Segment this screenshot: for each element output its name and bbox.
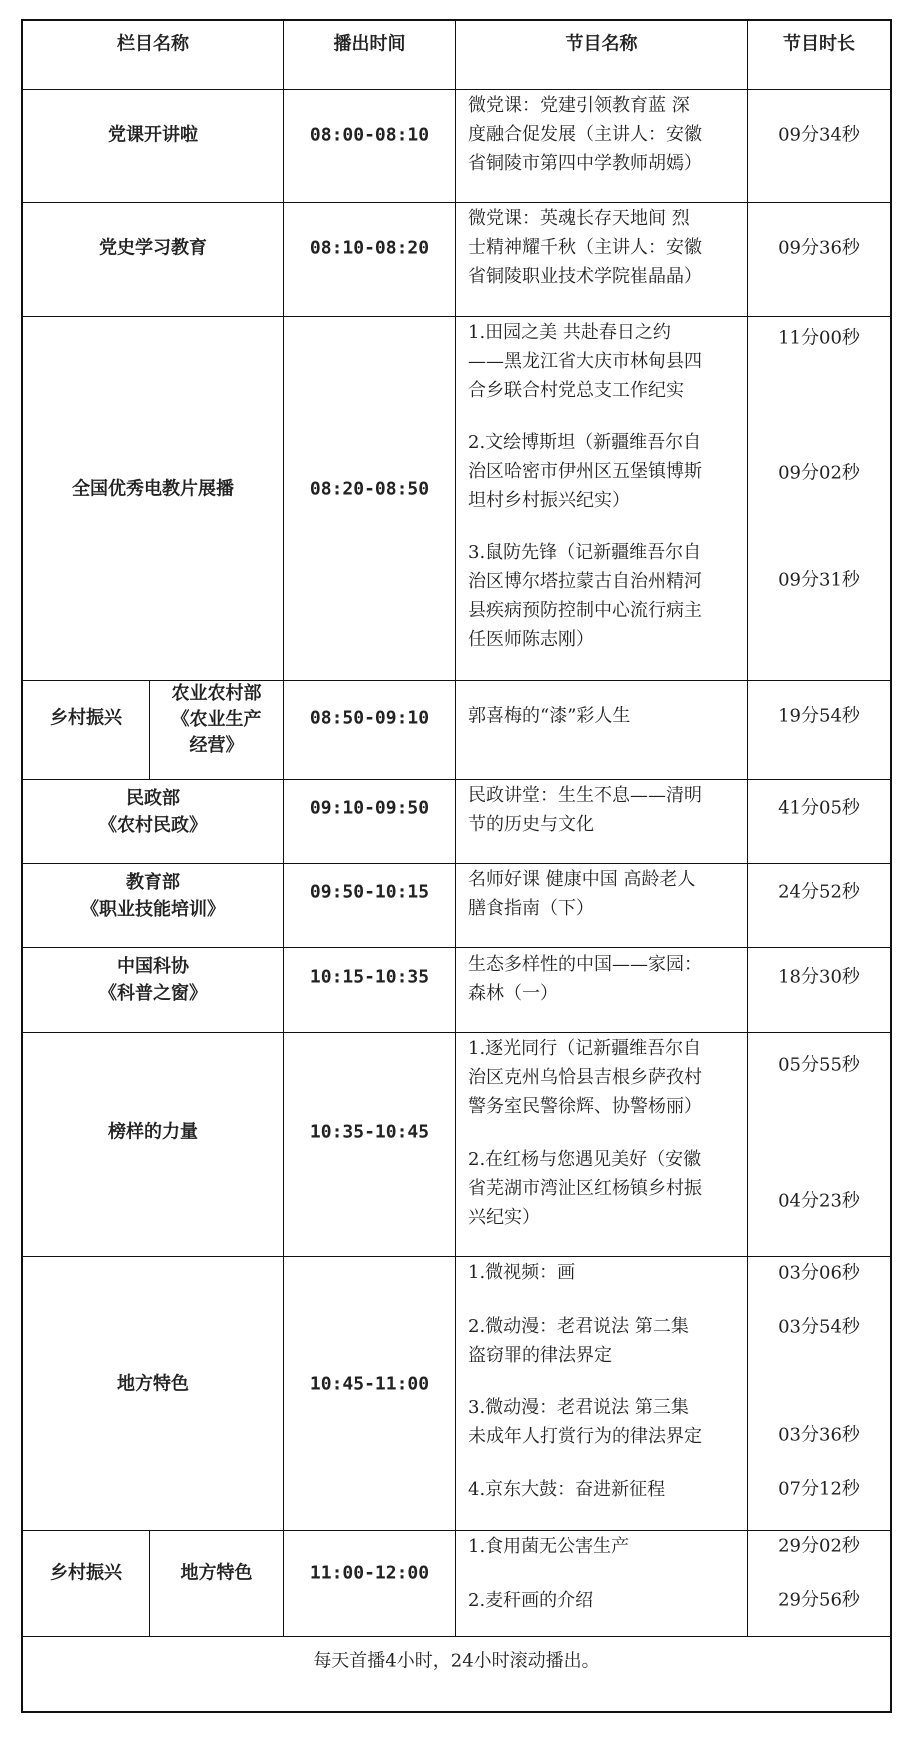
subcolumn-line: 地方特色 (180, 1562, 253, 1584)
program-line: 4.京东大鼓：奋进新征程 (468, 1479, 666, 1500)
subcolumn-line: 经营》 (189, 735, 244, 756)
program-line: 2.微动漫：老君说法 第二集 (468, 1316, 689, 1337)
program-line: 1.田园之美 共赴春日之约 (468, 322, 671, 343)
program-line: 治区哈密市伊州区五堡镇博斯 (468, 461, 702, 482)
program-line: 微党课：党建引领教育蓝 深 (468, 95, 690, 116)
table-border-top (21, 19, 892, 21)
duration-cell: 04分23秒 (778, 1190, 860, 1212)
column-name-line: 《职业技能培训》 (81, 899, 225, 920)
duration-cell: 41分05秒 (778, 797, 860, 819)
air-time-cell: 09:50-10:15 (309, 881, 430, 903)
program-line: 膳食指南（下） (468, 898, 594, 919)
header-column-name: 栏目名称 (117, 33, 189, 55)
duration-cell: 03分36秒 (778, 1424, 860, 1446)
row-divider (21, 1032, 892, 1033)
column-name-line: 《农村民政》 (99, 815, 207, 836)
program-line: 1.逐光同行（记新疆维吾尔自 (468, 1038, 702, 1059)
air-time-cell: 08:20-08:50 (309, 478, 430, 500)
program-line: 1.食用菌无公害生产 (468, 1536, 630, 1557)
column-name-cell: 榜样的力量 (108, 1121, 198, 1143)
program-line: 民政讲堂：生生不息——清明 (468, 785, 702, 806)
subcolumn-line: 《农业生产 (171, 709, 262, 730)
program-line: 1.微视频：画 (468, 1262, 576, 1283)
duration-cell: 07分12秒 (778, 1478, 860, 1500)
program-line: ——黑龙江省大庆市林甸县四 (468, 351, 702, 372)
program-line: 任医师陈志刚） (468, 629, 594, 650)
row-divider (21, 1636, 892, 1637)
program-line: 度融合促发展（主讲人：安徽 (468, 124, 702, 145)
program-line: 坦村乡村振兴纪实） (468, 490, 630, 511)
column-name-cell: 乡村振兴 (50, 707, 122, 729)
column-name-cell: 党史学习教育 (99, 237, 207, 259)
program-line: 森林（一） (468, 983, 558, 1004)
program-line: 合乡联合村党总支工作纪实 (468, 380, 684, 401)
program-line: 治区克州乌恰县吉根乡萨孜村 (468, 1067, 702, 1088)
row-divider (21, 947, 892, 948)
column-name-cell: 党课开讲啦 (108, 124, 198, 146)
program-line: 2.麦秆画的介绍 (468, 1590, 594, 1611)
duration-cell: 19分54秒 (778, 705, 860, 727)
duration-cell: 03分06秒 (778, 1262, 860, 1284)
column-name-line: 教育部 (126, 872, 180, 893)
header-duration: 节目时长 (783, 33, 855, 55)
program-line: 兴纪实） (468, 1207, 540, 1228)
row-divider (21, 779, 892, 780)
program-line: 微党课：英魂长存天地间 烈 (468, 208, 690, 229)
duration-cell: 03分54秒 (778, 1316, 860, 1338)
air-time-cell: 10:45-11:00 (309, 1373, 430, 1395)
program-line: 未成年人打赏行为的律法界定 (468, 1426, 702, 1447)
subcolumn-line: 农业农村部 (171, 683, 262, 704)
column-name-line: 《科普之窗》 (99, 983, 207, 1004)
duration-cell: 29分02秒 (778, 1535, 860, 1557)
program-line: 省铜陵市第四中学教师胡嫣） (468, 153, 702, 174)
row-divider (21, 1256, 892, 1257)
program-line: 郭喜梅的“漆”彩人生 (468, 705, 631, 727)
program-line: 名师好课 健康中国 高龄老人 (468, 869, 696, 890)
air-time-cell: 08:00-08:10 (309, 124, 430, 146)
duration-cell: 29分56秒 (778, 1589, 860, 1611)
program-line: 省铜陵职业技术学院崔晶晶） (468, 266, 702, 287)
header-air-time: 播出时间 (333, 33, 406, 55)
duration-cell: 09分34秒 (778, 124, 860, 146)
duration-cell: 09分36秒 (778, 237, 860, 259)
program-line: 3.鼠防先锋（记新疆维吾尔自 (468, 542, 702, 563)
duration-cell: 11分00秒 (778, 327, 860, 349)
duration-cell: 09分31秒 (778, 569, 860, 591)
column-name-line: 民政部 (126, 788, 180, 809)
program-line: 县疾病预防控制中心流行病主 (468, 600, 702, 621)
duration-cell: 18分30秒 (778, 966, 860, 988)
program-line: 治区博尔塔拉蒙古自治州精河 (468, 571, 702, 592)
air-time-cell: 10:35-10:45 (309, 1121, 430, 1143)
program-line: 节的历史与文化 (468, 814, 594, 835)
air-time-cell: 10:15-10:35 (309, 966, 430, 988)
col-divider (455, 19, 456, 1636)
row-divider (21, 89, 892, 90)
air-time-cell: 08:50-09:10 (309, 707, 430, 729)
column-name-cell: 全国优秀电教片展播 (72, 478, 234, 500)
program-line: 2.文绘博斯坦（新疆维吾尔自 (468, 432, 702, 453)
program-line: 生态多样性的中国——家园： (468, 954, 702, 975)
column-name-cell: 乡村振兴 (50, 1562, 122, 1584)
program-line: 省芜湖市湾沚区红杨镇乡村振 (468, 1178, 702, 1199)
duration-cell: 05分55秒 (778, 1054, 860, 1076)
program-line: 2.在红杨与您遇见美好（安徽 (468, 1149, 702, 1170)
table-border-right (890, 19, 892, 1713)
air-time-cell: 08:10-08:20 (309, 237, 430, 259)
footer-note: 每天首播4小时，24小时滚动播出。 (313, 1650, 600, 1672)
program-line: 士精神耀千秋（主讲人：安徽 (468, 237, 702, 258)
header-program-name: 节目名称 (565, 33, 638, 55)
row-divider (21, 863, 892, 864)
air-time-cell: 09:10-09:50 (309, 797, 430, 819)
table-border-bottom (21, 1711, 892, 1713)
row-divider (21, 316, 892, 317)
program-line: 警务室民警徐辉、协警杨丽） (468, 1096, 702, 1117)
row-divider (21, 202, 892, 203)
program-line: 盗窃罪的律法界定 (468, 1345, 612, 1366)
program-line: 3.微动漫：老君说法 第三集 (468, 1397, 689, 1418)
table-border-left (21, 19, 23, 1713)
duration-cell: 09分02秒 (778, 462, 860, 484)
air-time-cell: 11:00-12:00 (309, 1562, 430, 1584)
column-name-line: 中国科协 (117, 956, 189, 977)
duration-cell: 24分52秒 (778, 881, 860, 903)
column-name-cell: 地方特色 (117, 1373, 189, 1395)
